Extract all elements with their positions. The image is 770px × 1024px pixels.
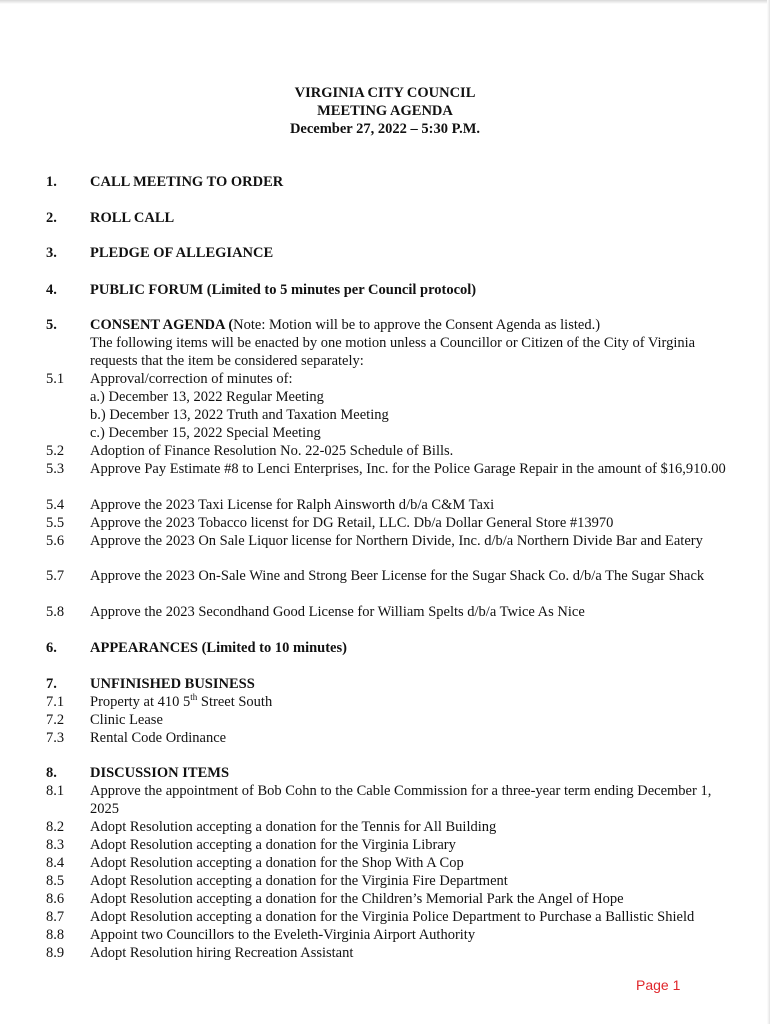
item-text-part: Street South [197,694,273,710]
agenda-item-5-3 [46,460,736,478]
item-text: Appoint two Councillors to the Eveleth-Virginia Airport Authority [90,927,476,943]
item-text: Adopt Resolution accepting a donation for the Virginia Library [90,837,456,853]
section-title: DISCUSSION ITEMS [90,765,230,781]
section-number: 2. [46,210,57,226]
section-pledge [46,244,736,262]
header-meeting-date: December 27, 2022 – 5:30 P.M. [289,121,481,137]
section-title: PUBLIC FORUM (Limited to 5 minutes per Council protocol) [90,282,477,298]
item-number: 5.3 [46,461,65,477]
agenda-item-8-6 [46,890,736,908]
item-text [90,693,736,711]
agenda-header [0,84,770,138]
item-number: 8.3 [46,837,65,853]
page-number: Page 1 [636,977,681,993]
agenda-item-8-8 [46,926,736,944]
item-number: 7.2 [46,712,65,728]
item-number: 5.1 [46,371,65,387]
item-text: Approve the 2023 On Sale Liquor license for Northern Divide, Inc. d/b/a Northern Divide Bar and Eatery [90,533,703,549]
item-text-part: Property at 410 5 [90,694,191,710]
section-title: ROLL CALL [90,210,175,226]
section-number: 8. [46,765,57,781]
agenda-item-5-1 [46,370,736,388]
agenda-item-8-9 [46,944,736,962]
agenda-item-5-7 [46,567,736,585]
item-number: 8.5 [46,873,65,889]
item-text: Approve the 2023 Secondhand Good License for William Spelts d/b/a Twice As Nice [90,604,585,620]
item-text: Approve Pay Estimate #8 to Lenci Enterprises, Inc. for the Police Garage Repair in the amount of $16,910.00 [90,461,726,477]
section-consent-agenda [46,316,736,334]
agenda-item-7-1 [46,693,736,711]
section-title: CONSENT AGENDA ( [90,317,234,333]
item-text: Approve the appointment of Bob Cohn to the Cable Commission for a three-year term ending December 1, 2025 [90,783,712,817]
item-number: 7.1 [46,694,65,710]
section-title: APPEARANCES (Limited to 10 minutes) [90,640,347,656]
section-discussion-items [46,764,736,782]
item-number: 8.9 [46,945,65,961]
item-text: Rental Code Ordinance [90,730,227,746]
item-number: 8.2 [46,819,65,835]
agenda-item-7-2 [46,711,736,729]
item-number: 5.2 [46,443,65,459]
item-text: Adopt Resolution accepting a donation for the Tennis for All Building [90,819,497,835]
item-number: 8.8 [46,927,65,943]
agenda-item-5-6 [46,532,736,550]
item-text: Approve the 2023 Tobacco licenst for DG Retail, LLC. Db/a Dollar General Store #13970 [90,515,614,531]
section-unfinished-business [46,675,736,693]
consent-description-text: The following items will be enacted by one motion unless a Councillor or Citizen of the City of Virginia requests that the item be considered separately: [90,335,696,369]
agenda-item-8-3 [46,836,736,854]
item-number: 5.7 [46,568,65,584]
item-number: 5.6 [46,533,65,549]
agenda-item-5-2 [46,442,736,460]
minutes-entry [46,388,736,406]
section-number: 3. [46,245,57,261]
item-text: Adopt Resolution accepting a donation for the Shop With A Cop [90,855,464,871]
ordinal-suffix: th [190,692,198,703]
item-text: Adopt Resolution accepting a donation for the Virginia Police Department to Purchase a Ballistic Shield [90,909,695,925]
agenda-item-5-4 [46,496,736,514]
scan-edge-top [0,0,770,4]
item-text: Adopt Resolution accepting a donation for the Virginia Fire Department [90,873,508,889]
section-number: 1. [46,174,57,190]
agenda-item-5-8 [46,603,736,621]
section-title: PLEDGE OF ALLEGIANCE [90,245,274,261]
section-note: Note: Motion will be to approve the Consent Agenda as listed.) [233,317,601,333]
item-text: Clinic Lease [90,712,163,728]
agenda-item-8-1 [46,782,736,818]
item-text: Approve the 2023 Taxi License for Ralph Ainsworth d/b/a C&M Taxi [90,497,495,513]
minutes-entry-text: b.) December 13, 2022 Truth and Taxation Meeting [90,407,389,423]
section-roll-call [46,209,736,227]
item-number: 5.5 [46,515,65,531]
section-call-to-order [46,173,736,191]
agenda-item-8-2 [46,818,736,836]
agenda-item-5-5 [46,514,736,532]
item-number: 8.4 [46,855,65,871]
item-text: Adoption of Finance Resolution No. 22-025 Schedule of Bills. [90,443,454,459]
section-number: 5. [46,317,57,333]
agenda-item-7-3 [46,729,736,747]
section-number: 7. [46,676,57,692]
agenda-item-8-4 [46,854,736,872]
section-title: UNFINISHED BUSINESS [90,676,255,692]
section-number: 4. [46,282,57,298]
item-text: Adopt Resolution hiring Recreation Assistant [90,945,354,961]
header-agenda-title: MEETING AGENDA [317,103,453,119]
item-number: 7.3 [46,730,65,746]
minutes-entry [46,406,736,424]
item-text: Approve the 2023 On-Sale Wine and Strong Beer License for the Sugar Shack Co. d/b/a The Sugar Shack [90,568,705,584]
item-number: 5.8 [46,604,65,620]
agenda-item-8-5 [46,872,736,890]
section-number: 6. [46,640,57,656]
header-council-name: VIRGINIA CITY COUNCIL [294,85,476,101]
minutes-entry-text: a.) December 13, 2022 Regular Meeting [90,389,324,405]
section-public-forum [46,281,736,299]
consent-description [46,334,736,370]
section-title: CALL MEETING TO ORDER [90,174,284,190]
item-number: 8.6 [46,891,65,907]
item-number: 8.7 [46,909,65,925]
minutes-entry-text: c.) December 15, 2022 Special Meeting [90,425,321,441]
item-number: 5.4 [46,497,65,513]
item-text: Approval/correction of minutes of: [90,371,293,387]
section-appearances [46,639,736,657]
agenda-item-8-7 [46,908,736,926]
minutes-entry [46,424,736,442]
item-text: Adopt Resolution accepting a donation for the Children’s Memorial Park the Angel of Hope [90,891,624,907]
item-number: 8.1 [46,783,65,799]
